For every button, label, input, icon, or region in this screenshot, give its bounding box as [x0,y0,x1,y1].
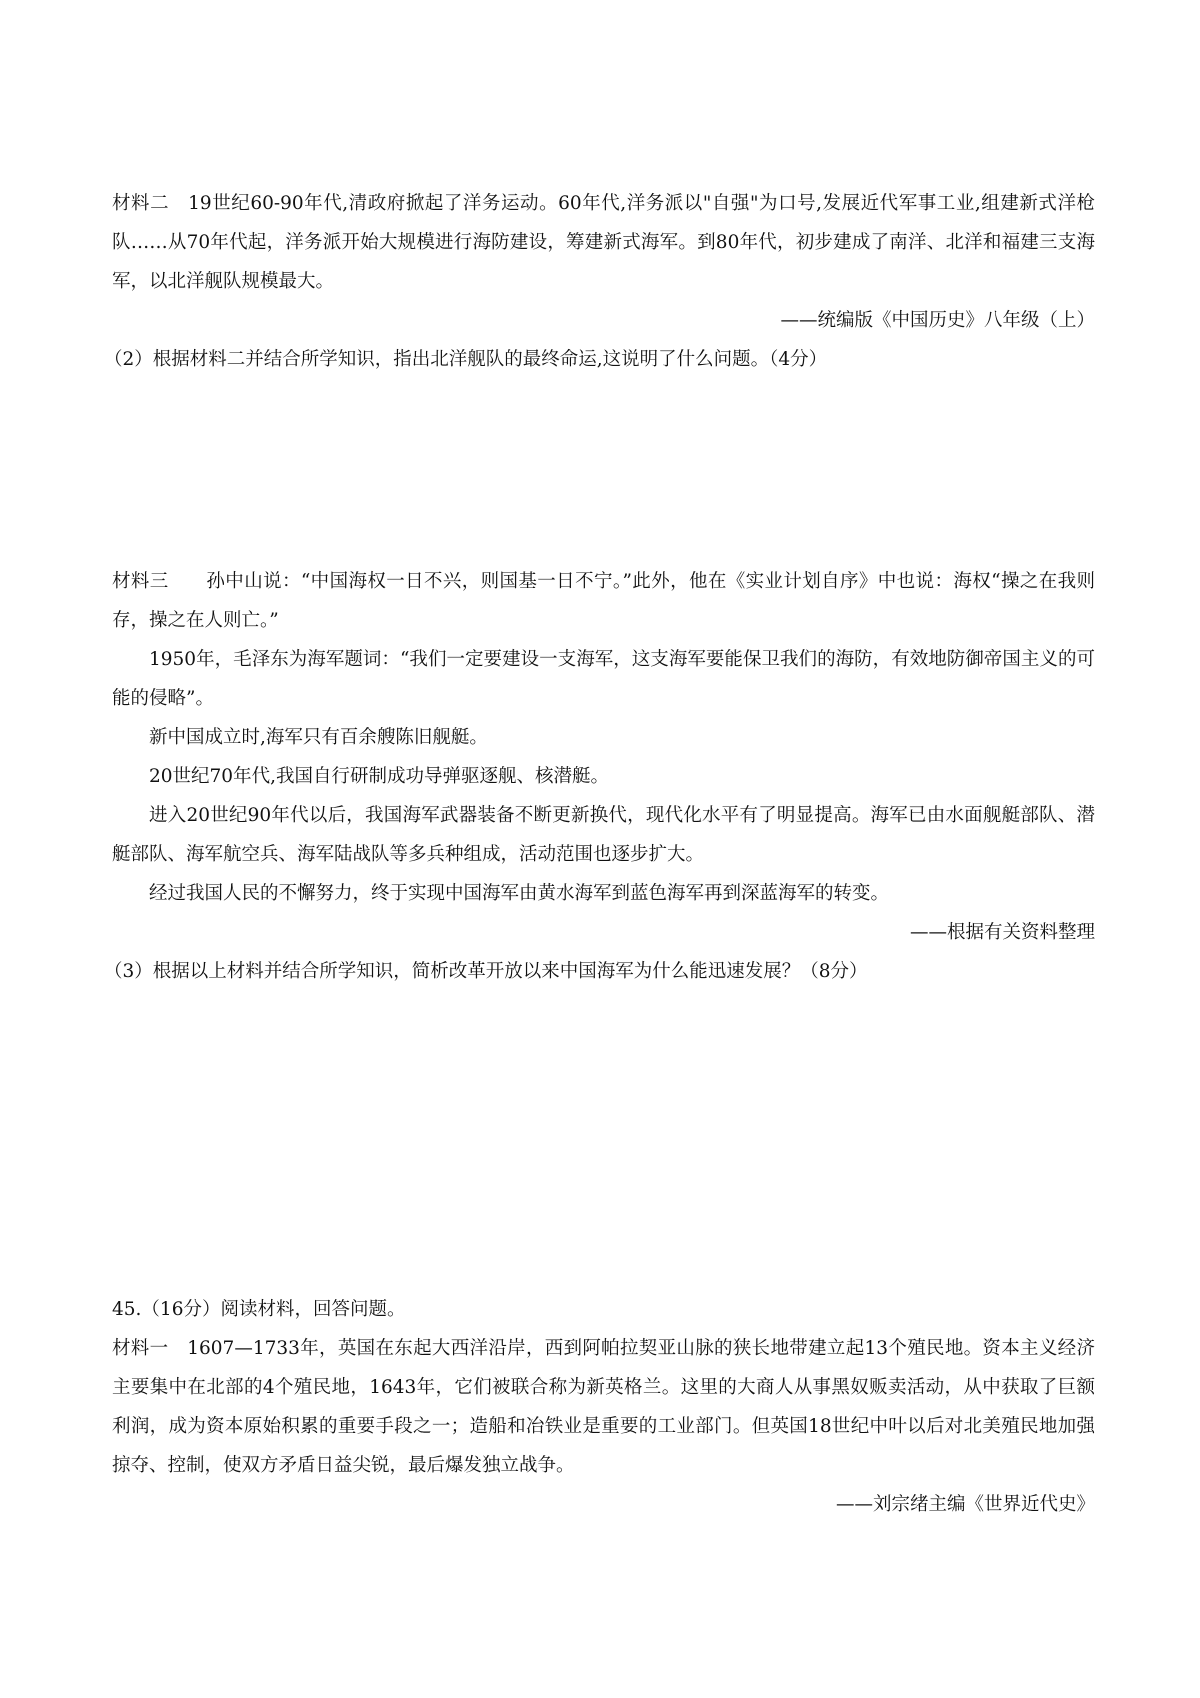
question-45-section [112,1290,1095,1524]
material-3-paragraph-3: 20世纪70年代,我国自行研制成功导弹驱逐舰、核潜艇。 [149,766,609,787]
material-3-source: ——根据有关资料整理 [909,922,1095,943]
question-3: （3）根据以上材料并结合所学知识，简析改革开放以来中国海军为什么能迅速发展？（8分） [104,961,868,982]
material-2-text: 材料二 19世纪60-90年代,清政府掀起了洋务运动。60年代,洋务派以"自强"为口号,发展近代军事工业,组建新式洋枪队……从70年代起，洋务派开始大规模进行海防建设，筹建新式海军。到80年代，初步建成了南洋、北洋和福建三支海军，以北洋舰队规模最大。 [112,193,1095,292]
question-45-source: ——刘宗绪主编《世界近代史》 [835,1494,1095,1515]
question-2: （2）根据材料二并结合所学知识，指出北洋舰队的最终命运,这说明了什么问题。（4分） [104,349,828,370]
material-3-paragraph-2: 新中国成立时,海军只有百余艘陈旧舰艇。 [149,727,488,748]
document-page [104,0,1095,1698]
material-3-intro: 材料三 孙中山说：“中国海权一日不兴，则国基一日不宁。”此外，他在《实业计划自序》中也说：海权“操之在我则存，操之在人则亡。” [112,571,1095,631]
question-45-material-1: 材料一 1607—1733年，英国在东起大西洋沿岸，西到阿帕拉契亚山脉的狭长地带建立起13个殖民地。资本主义经济主要集中在北部的4个殖民地，1643年，它们被联合称为新英格兰。这里的大商人从事黑奴贩卖活动，从中获取了巨额利润，成为资本原始积累的重要手段之一；造船和冶铁业是重要的工业部门。但英国18世纪中叶以后对北美殖民地加强掠夺、控制，使双方矛盾日益尖锐，最后爆发独立战争。 [112,1338,1095,1476]
question-45-heading: 45.（16分）阅读材料，回答问题。 [112,1299,406,1320]
material-3-section [104,562,1095,991]
material-2-source: ——统编版《中国历史》八年级（上） [780,310,1095,331]
material-3-paragraph-4: 进入20世纪90年代以后，我国海军武器装备不断更新换代，现代化水平有了明显提高。海军已由水面舰艇部队、潜艇部队、海军航空兵、海军陆战队等多兵种组成，活动范围也逐步扩大。 [112,805,1095,865]
material-3-paragraph-5: 经过我国人民的不懈努力，终于实现中国海军由黄水海军到蓝色海军再到深蓝海军的转变。 [149,883,890,904]
material-3-paragraph-1: 1950年，毛泽东为海军题词：“我们一定要建设一支海军，这支海军要能保卫我们的海防，有效地防御帝国主义的可能的侵略”。 [112,649,1095,709]
material-2-section [104,184,1095,379]
